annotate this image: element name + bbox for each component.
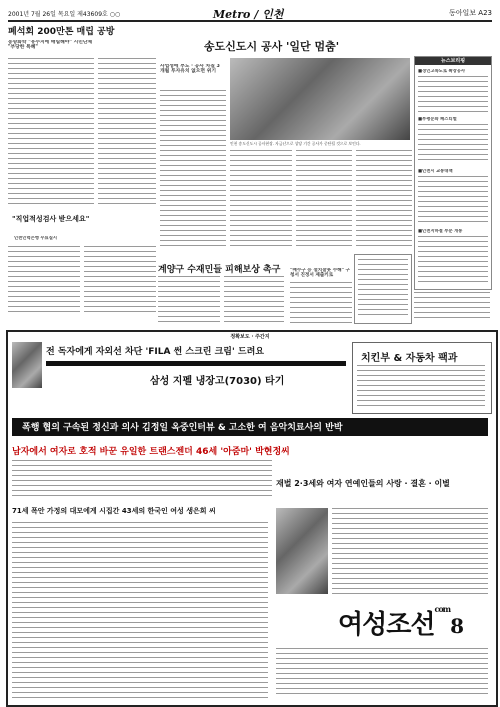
ad-photo-woman: [276, 508, 328, 594]
ad-right-box: [352, 342, 492, 414]
ad-line-chaebol: 재벌 2·3세와 여자 연예인들의 사랑 · 결혼 · 이별: [276, 479, 450, 488]
ad-line-fridge: 삼성 지펠 냉장고(7030) 타기: [150, 376, 285, 386]
col1-box-body-b: [84, 246, 156, 316]
news-photo: [230, 58, 410, 140]
photo-caption: 인천 송도신도시 공사현장. 자금난으로 상당 기간 공사가 중단될 것으로 보인다.: [230, 141, 361, 146]
page-header: [8, 6, 492, 22]
ad-banner: 정확보도 · 주간지: [230, 334, 270, 340]
bottom-headline-1: 계양구 수재민들 피해보상 촉구: [158, 265, 281, 275]
ad-body-bottom-right: [276, 648, 488, 698]
main-body-b: [230, 150, 292, 250]
main-body-d: [356, 150, 412, 250]
sidebar-item-1: ■부평문화 페스티벌: [418, 117, 457, 122]
col1-box-title: "직업적성검사 받으세요": [12, 215, 90, 223]
fila-product-image: [12, 342, 42, 388]
ad-strip: [46, 361, 346, 366]
col1-body-a: [8, 58, 94, 208]
ad-line-transgender: 남자에서 여자로 호적 바꾼 유일한 트랜스젠더 46세 '아줌마' 박현정씨: [12, 447, 290, 457]
col1-box-sub: 인천인력은행 무료실시: [14, 236, 58, 241]
ad-right-box-body: [357, 365, 485, 409]
sidebar-item-3: ■인천지하철 부분 개통: [418, 229, 463, 234]
main-body-a: [160, 90, 226, 250]
sidebar-item-2-body: [418, 176, 488, 224]
dateline: 2001년 7월 26일 목요일 제43609호 ○○: [8, 11, 121, 18]
sidebar-item-2: ■인천시 교통대책: [418, 169, 453, 174]
bottom-body-1b: [224, 276, 284, 326]
sidebar-title: 뉴스브리핑: [415, 57, 491, 65]
main-subheadline: 사업성에 부도 · 공사 차질 3개월 투자유치 없으면 위기: [160, 64, 220, 75]
ad-body-bottom-left: [12, 522, 268, 698]
ranking-box: [354, 254, 412, 324]
ranking-body: [358, 259, 408, 319]
ad-right-box-title: 치킨부 & 자동차 팩과: [361, 353, 458, 364]
col1-subheadline: 동양화학 "유수지에 매립해야" 시민단체 "부당한 특혜": [8, 40, 93, 51]
ad-line-fila: 전 독자에게 자외선 차단 'FILA 썬 스크린 크림' 드려요: [46, 347, 264, 357]
magazine-name: 여성조선: [338, 610, 435, 640]
bottom-body-2: [290, 282, 352, 326]
sidebar-item-0: ■경인고속도로 확장공사: [418, 69, 466, 74]
sidebar-box: [414, 56, 492, 290]
issue-number: 8: [450, 614, 464, 638]
magazine-suffix: com: [434, 604, 451, 614]
ad-line-interview: 폭행 협의 구속된 정신과 의사 김정일 옥중인터뷰 & 고소한 여 음악치료사의 반박: [22, 423, 343, 433]
magazine-logo: [338, 604, 488, 641]
bottom-body-1a: [158, 276, 220, 326]
col1-headline: 폐석회 200만톤 매립 공방: [8, 27, 115, 37]
page-number: 동아일보 A23: [449, 9, 492, 17]
bottom-headline-2: "배수구 등 설치잘못 수해" 구청서 진정서 제출키로: [290, 268, 350, 279]
sidebar-item-3-body: [418, 236, 488, 284]
col1-box-body-a: [8, 246, 80, 316]
main-headline: 송도신도시 공사 '일단 멈춤': [204, 40, 340, 53]
sidebar-item-0-body: [418, 76, 488, 112]
ad-line-bride: 71세 폭안 가정의 대모에게 시집간 43세의 한국인 여성 생은희 씨: [12, 507, 216, 515]
ad-body-left: [12, 460, 272, 500]
main-body-c: [296, 150, 352, 250]
section-title: Metro / 인천: [213, 8, 284, 21]
sidebar-item-1-body: [418, 124, 488, 164]
ad-body-right: [332, 508, 488, 594]
col1-body-b: [98, 58, 156, 208]
sidebar-extra: [414, 292, 490, 322]
